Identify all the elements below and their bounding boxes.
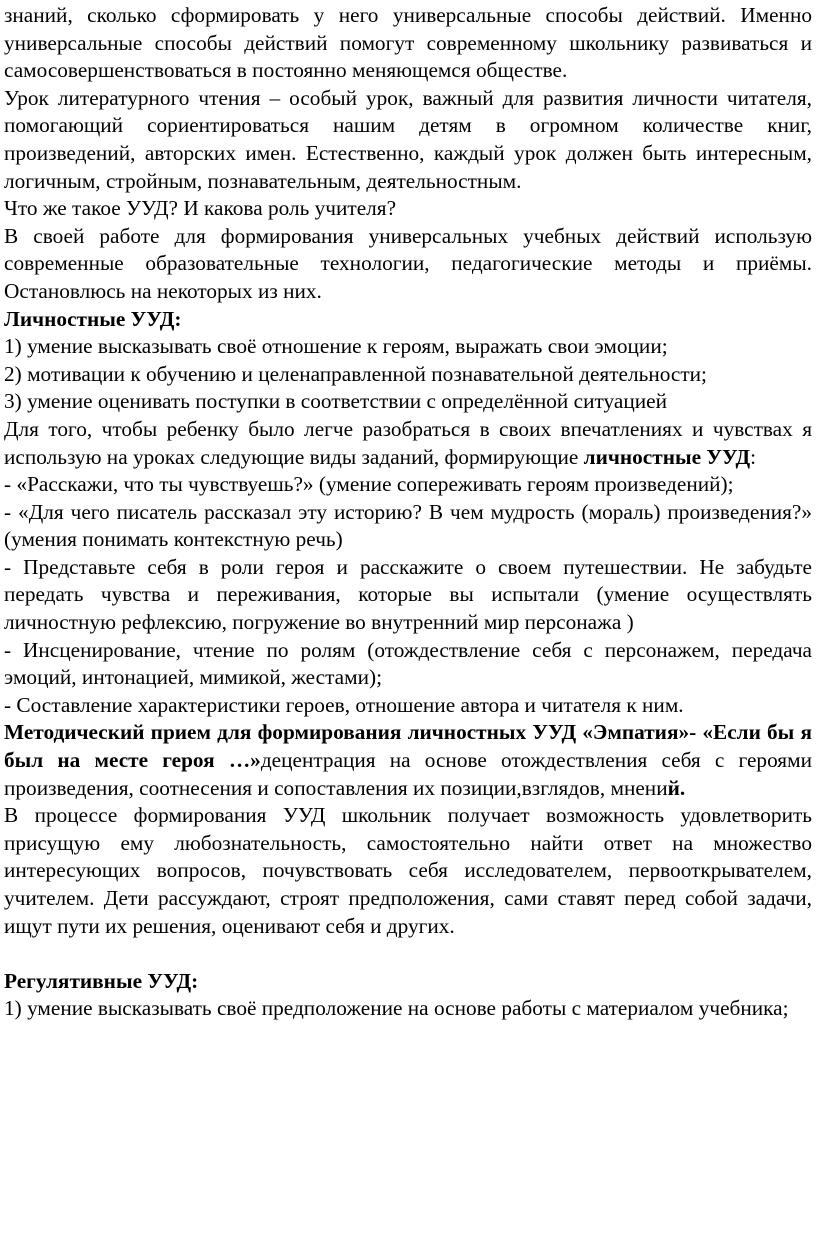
regulatory-item-1: 1) умение высказывать своё предположение на основе работы с материалом учебника; xyxy=(4,996,789,1021)
paragraph-empathy-method xyxy=(4,719,812,802)
task-item-1: - «Расскажи, что ты чувствуешь?» (умение сопереживать героям произведений); xyxy=(4,472,734,497)
paragraph-intro-end: знаний, сколько сформировать у него универсальные способы действий. Именно универсальные способы действий помогут современному школьнику развиваться и самосовершенствоваться в постоянно меняющемся обществе. xyxy=(4,3,812,83)
task-item-2: - «Для чего писатель рассказал эту историю? В чем мудрость (мораль) произведения?» (умения понимать контекстную речь) xyxy=(4,499,812,552)
tasks-intro-bold: личностные УУД xyxy=(583,444,751,469)
personal-item-2: 2) мотивации к обучению и целенаправленной познавательной деятельности; xyxy=(4,361,707,386)
paragraph-process: В процессе формирования УУД школьник получает возможность удовлетворить присущую ему любознательность, самостоятельно найти ответ на множество интересующих вопросов, почувствовать себя исследователем, первооткрывателем, учителем. Дети рассуждают, строят предположения, сами ставят перед собой задачи, ищут пути их решения, оценивают себя и других. xyxy=(4,803,812,938)
task-item-5: - Составление характеристики героев, отношение автора и читателя к ним. xyxy=(4,692,684,717)
paragraph-tasks-intro xyxy=(4,416,812,471)
task-item-4: - Инсценирование, чтение по ролям (отождествление себя с персонажем, передача эмоций, интонацией, мимикой, жестами); xyxy=(4,637,812,690)
empathy-method-text: децентрация на основе отождествления себя с героями произведения, соотнесения и сопоставления их позиции,взглядов, мнени xyxy=(4,748,812,800)
empathy-method-tail: й. xyxy=(667,775,686,800)
paragraph-literary-lesson: Урок литературного чтения – особый урок, важный для развития личности читателя, помогающий сориентироваться нашим детям в огромном количестве книг, произведений, авторских имен. Естественно, каждый урок должен быть интересным, логичным, стройным, познавательным, деятельностным. xyxy=(4,85,812,193)
heading-personal-uud: Личностные УУД: xyxy=(4,306,182,331)
paragraph-question: Что же такое УУД? И какова роль учителя? xyxy=(4,196,397,221)
tasks-intro-colon: : xyxy=(750,444,757,469)
personal-item-1: 1) умение высказывать своё отношение к героям, выражать свои эмоции; xyxy=(4,334,668,359)
tasks-intro-text: Для того, чтобы ребенку было легче разобраться в своих впечатлениях и чувствах я использую на уроках следующие виды заданий, формирующие xyxy=(4,416,812,469)
heading-regulatory-uud: Регулятивные УУД: xyxy=(4,968,199,993)
empathy-method-bold: Методический прием для формирования личностных УУД «Эмпатия»- «Если бы я был на месте героя …» xyxy=(4,720,812,773)
personal-item-3: 3) умение оценивать поступки в соответствии с определённой ситуацией xyxy=(4,389,667,414)
paragraph-methods: В своей работе для формирования универсальных учебных действий использую современные образовательные технологии, педагогические методы и приёмы. Остановлюсь на некоторых из них. xyxy=(4,223,812,303)
task-item-3: - Представьте себя в роли героя и расскажите о своем путешествии. Не забудьте передать чувства и переживания, которые вы испытали (умение осуществлять личностную рефлексию, погружение во внутренний мир персонажа ) xyxy=(4,554,812,635)
blank-line xyxy=(4,940,812,968)
